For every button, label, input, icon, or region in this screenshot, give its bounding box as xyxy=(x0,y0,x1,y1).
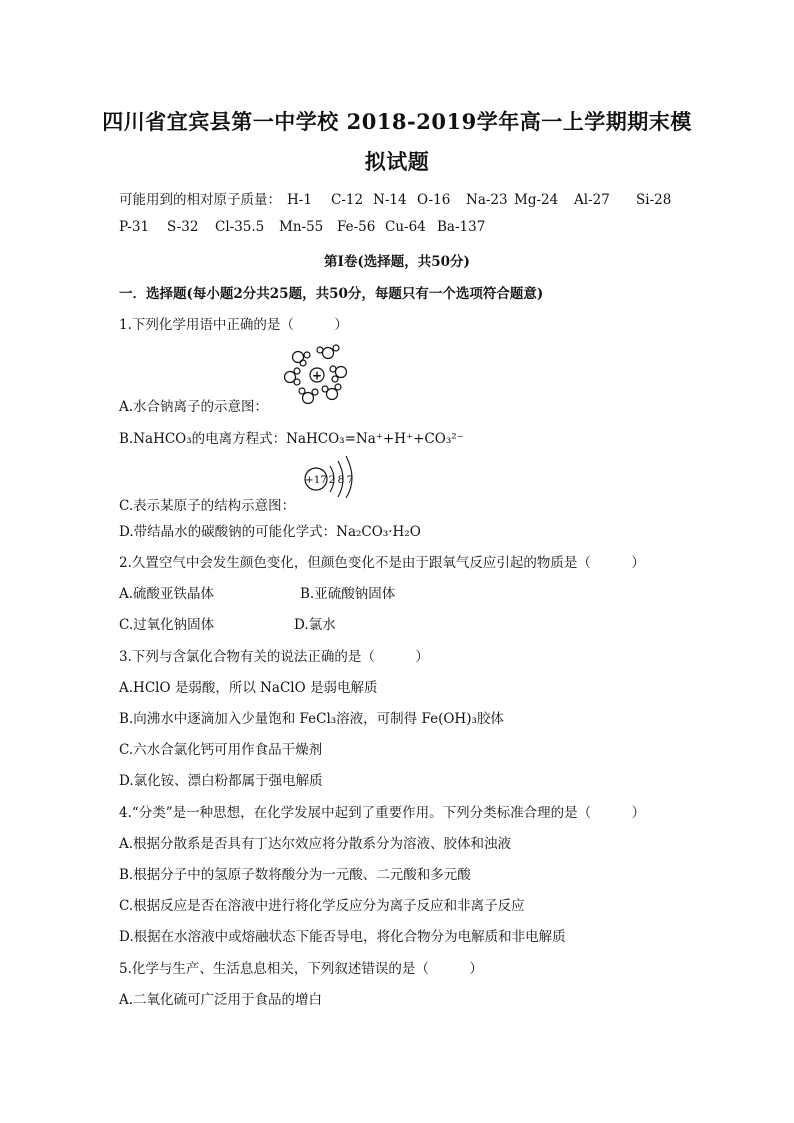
atom-structure-figure xyxy=(300,452,366,498)
mass-item: Cu-64 xyxy=(385,219,426,235)
mass-item: H-1 xyxy=(287,192,312,208)
question-2-option-c: C.过氧化钠固体 xyxy=(119,617,215,633)
atomic-masses-row2 xyxy=(119,219,485,235)
question-2-option-d: D.氯水 xyxy=(294,617,336,633)
question-1-option-d: D.带结晶水的碳酸钠的可能化学式：Na₂CO₃·H₂O xyxy=(119,524,421,540)
question-1-option-a: A.水合钠离子的示意图： xyxy=(119,399,269,415)
mass-item: Al-27 xyxy=(574,192,610,208)
question-1-option-c: C.表示某原子的结构示意图： xyxy=(119,498,296,514)
mass-item: Mn-55 xyxy=(279,219,324,235)
question-3-option-b: B.向沸水中逐滴加入少量饱和 FeCl₃溶液，可制得 Fe(OH)₃胶体 xyxy=(119,711,504,727)
question-5-option-a: A.二氧化硫可广泛用于食品的增白 xyxy=(119,992,323,1008)
hydrated-sodium-ion-figure xyxy=(280,342,354,408)
mass-item: Na-23 xyxy=(466,192,508,208)
question-4-option-a: A.根据分散系是否具有丁达尔效应将分散系分为溶液、胶体和浊液 xyxy=(119,836,512,852)
question-4-option-c: C.根据反应是否在溶液中进行将化学反应分为离子反应和非离子反应 xyxy=(119,898,525,914)
shell-electrons-3: 7 xyxy=(346,474,354,486)
question-5-stem: 5.化学与生产、生活息息相关，下列叙述错误的是（ ） xyxy=(119,961,483,977)
nucleus-charge: +17 xyxy=(304,474,328,486)
question-3-option-a: A.HClO 是弱酸，所以 NaClO 是弱电解质 xyxy=(119,680,378,696)
mass-item: Si-28 xyxy=(636,192,672,208)
mass-item: S-32 xyxy=(167,219,199,235)
question-1-stem: 1.下列化学用语中正确的是（ ） xyxy=(119,317,348,333)
masses-label: 可能用到的相对原子质量： xyxy=(119,192,281,208)
question-2-option-a: A.硫酸亚铁晶体 xyxy=(119,586,215,602)
atomic-masses-row1 xyxy=(119,188,671,208)
mass-item: O-16 xyxy=(417,192,451,208)
mass-item: Ba-137 xyxy=(437,219,486,235)
question-4-option-d: D.根据在水溶液中或熔融状态下能否导电，将化合物分为电解质和非电解质 xyxy=(119,929,566,945)
section-title: 第Ⅰ卷(选择题，共50分) xyxy=(324,254,470,270)
question-4-stem: 4.“分类”是一种思想，在化学发展中起到了重要作用。下列分类标准合理的是（ ） xyxy=(119,805,646,821)
mass-item: Fe-56 xyxy=(337,219,376,235)
question-2-option-b: B.亚硫酸钠固体 xyxy=(300,586,396,602)
question-2-stem: 2.久置空气中会发生颜色变化，但颜色变化不是由于跟氧气反应引起的物质是（ ） xyxy=(119,555,645,571)
mass-item: C-12 xyxy=(331,192,364,208)
exam-title-line1: 四川省宜宾县第一中学校 2018-2019学年高一上学期期末模 xyxy=(102,109,692,134)
part-title: 一．选择题(每小题2分共25题，共50分，每题只有一个选项符合题意) xyxy=(119,286,544,302)
exam-title-line2: 拟试题 xyxy=(364,149,430,174)
mass-item: Mg-24 xyxy=(514,192,559,208)
shell-electrons-1: 2 xyxy=(328,474,336,486)
question-3-option-d: D.氯化铵、漂白粉都属于强电解质 xyxy=(119,773,323,789)
question-4-option-b: B.根据分子中的氢原子数将酸分为一元酸、二元酸和多元酸 xyxy=(119,867,471,883)
shell-electrons-2: 8 xyxy=(337,474,345,486)
mass-item: P-31 xyxy=(119,219,150,235)
mass-item: N-14 xyxy=(373,192,407,208)
ion-center-sign: + xyxy=(311,368,323,383)
question-1-option-b: B.NaHCO₃的电离方程式：NaHCO₃=Na⁺+H⁺+CO₃²⁻ xyxy=(119,431,464,447)
question-3-option-c: C.六水合氯化钙可用作食品干燥剂 xyxy=(119,742,323,758)
mass-item: Cl-35.5 xyxy=(215,219,265,235)
question-3-stem: 3.下列与含氯化合物有关的说法正确的是（ ） xyxy=(119,649,429,665)
